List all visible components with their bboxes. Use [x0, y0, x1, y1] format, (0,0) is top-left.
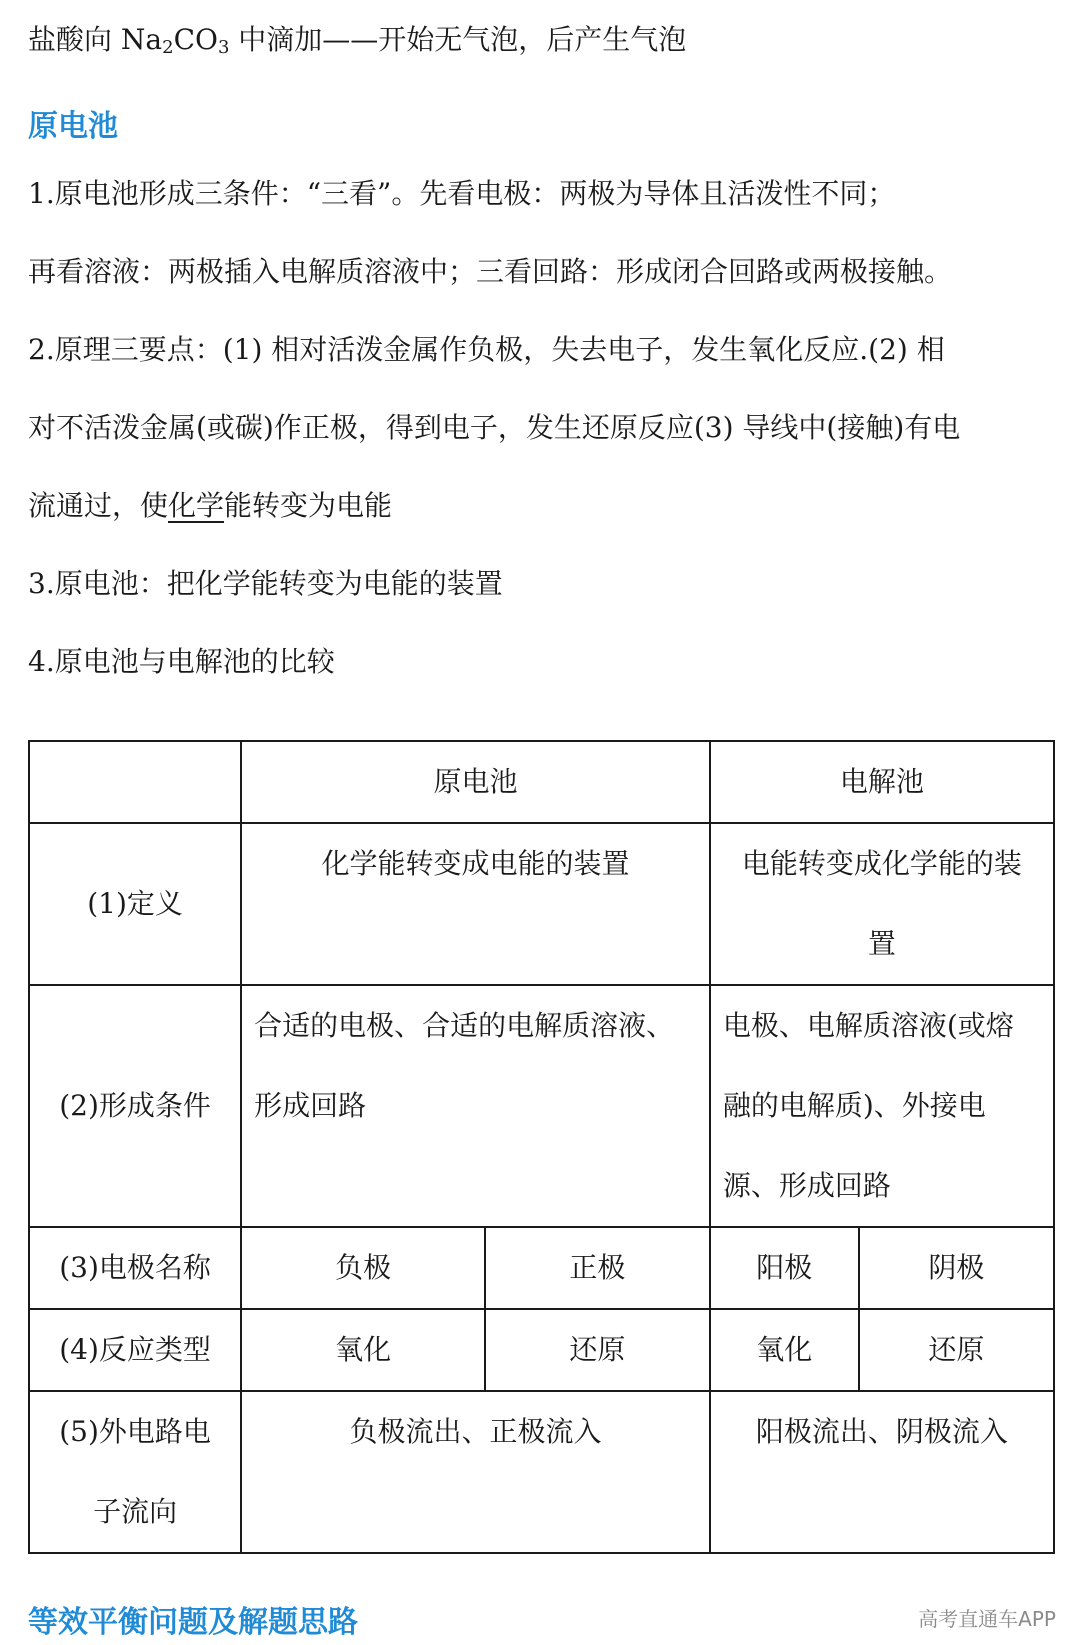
- paragraph-line-1: 1.原电池形成三条件：“三看”。先看电极：两极为导体且活泼性不同；: [28, 177, 896, 210]
- electron-flow-galvanic: 负极流出、正极流入: [241, 1391, 710, 1553]
- intro-prefix: 盐酸向: [28, 23, 121, 56]
- intro-suffix: 中滴加——开始无气泡，后产生气泡: [229, 23, 687, 56]
- conditions-electrolytic: [710, 985, 1054, 1227]
- row-label-conditions: (2)形成条件: [29, 985, 241, 1227]
- row-label-electron-flow: [29, 1391, 241, 1553]
- item-4: 4.原电池与电解池的比较: [28, 645, 335, 678]
- section-heading-galvanic-cell: 原电池: [28, 109, 118, 144]
- intro-line: [28, 23, 687, 58]
- reaction-galvanic-negative: 氧化: [241, 1309, 485, 1391]
- row-label-electrode-names: (3)电极名称: [29, 1227, 241, 1309]
- formula-subscript-2: 2: [162, 37, 174, 58]
- electrode-positive: 正极: [485, 1227, 710, 1309]
- reaction-cathode: 还原: [859, 1309, 1054, 1391]
- table-row-definition: [29, 823, 1054, 985]
- definition-galvanic: 化学能转变成电能的装置: [241, 823, 710, 985]
- definition-electrolytic-line-2: 置: [867, 927, 896, 960]
- formula-subscript-3: 3: [217, 37, 230, 58]
- table-row-electrode-names: [29, 1227, 1054, 1309]
- section-heading-equilibrium: 等效平衡问题及解题思路: [28, 1605, 358, 1640]
- electrode-cathode: 阴极: [859, 1227, 1054, 1309]
- table-row-reaction-types: [29, 1309, 1054, 1391]
- paragraph-line-2: 再看溶液：两极插入电解质溶液中；三看回路：形成闭合回路或两极接触。: [28, 255, 953, 288]
- conditions-electrolytic-line-1: 电极、电解质溶液(或熔: [722, 1009, 1014, 1042]
- conditions-galvanic-line-1: 合适的电极、合适的电解质溶液、: [254, 1009, 675, 1042]
- row-label-electron-flow-line-2: 子流向: [93, 1495, 178, 1528]
- conditions-electrolytic-line-3: 源、形成回路: [722, 1169, 891, 1202]
- row-label-reaction-types: (4)反应类型: [29, 1309, 241, 1391]
- conditions-galvanic-line-2: 形成回路: [254, 1089, 367, 1122]
- formula-co: CO: [173, 23, 218, 56]
- reaction-anode: 氧化: [710, 1309, 859, 1391]
- header-electrolytic-cell: 电解池: [710, 741, 1054, 823]
- formula-na: Na: [120, 23, 163, 56]
- underlined-text: 化学: [168, 489, 225, 522]
- paragraph-line-4: 对不活泼金属(或碳)作正极，得到电子，发生还原反应(3) 导线中(接触)有电: [28, 411, 961, 444]
- paragraph-line-5-after: 能转变为电能: [224, 489, 393, 522]
- reaction-galvanic-positive: 还原: [485, 1309, 710, 1391]
- item-3: 3.原电池：把化学能转变为电能的装置: [28, 567, 503, 600]
- header-galvanic-cell: 原电池: [241, 741, 710, 823]
- conditions-galvanic: [241, 985, 710, 1227]
- header-blank-cell: [29, 741, 241, 823]
- definition-electrolytic: [710, 823, 1054, 985]
- paragraph-line-5-before: 流通过，使: [28, 489, 169, 522]
- table-row-electron-flow: [29, 1391, 1054, 1553]
- table-header-row: [29, 741, 1054, 823]
- paragraph-line-3: 2.原理三要点：(1) 相对活泼金属作负极，失去电子，发生氧化反应.(2) 相: [28, 333, 945, 366]
- table-row-conditions: [29, 985, 1054, 1227]
- comparison-table: [28, 740, 1055, 1554]
- conditions-electrolytic-line-2: 融的电解质)、外接电: [722, 1089, 986, 1122]
- electron-flow-electrolytic: 阳极流出、阴极流入: [710, 1391, 1054, 1553]
- definition-electrolytic-line-1: 电能转变成化学能的装: [741, 847, 1022, 880]
- electrode-anode: 阳极: [710, 1227, 859, 1309]
- row-label-electron-flow-line-1: (5)外电路电: [59, 1415, 211, 1448]
- paragraph-line-5: [28, 489, 393, 522]
- row-label-definition: (1)定义: [29, 823, 241, 985]
- electrode-negative: 负极: [241, 1227, 485, 1309]
- watermark-text: 高考直通车APP: [918, 1607, 1056, 1631]
